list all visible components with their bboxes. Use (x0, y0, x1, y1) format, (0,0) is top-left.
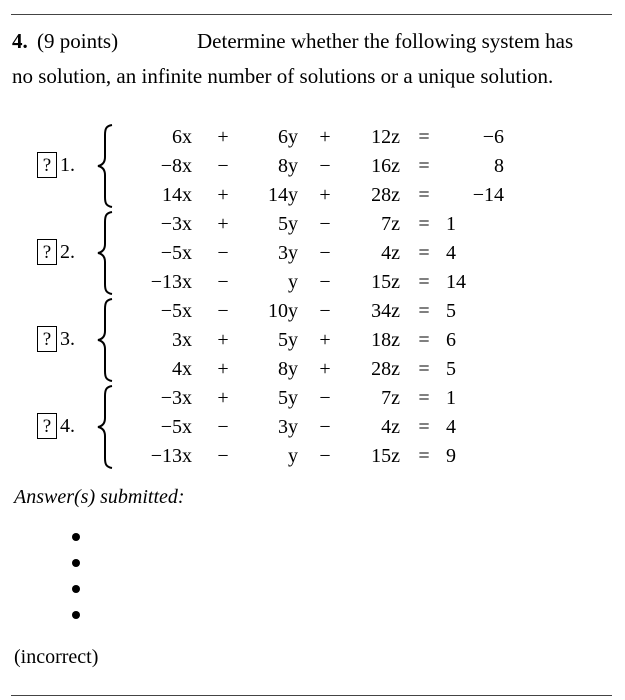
rhs-value: 8 (494, 155, 504, 177)
equals-sign: = (418, 358, 430, 380)
z-term: 4z (381, 242, 400, 264)
question-header (12, 24, 614, 88)
equation-row (0, 210, 625, 239)
y-term: y (288, 445, 298, 467)
equals-sign: = (418, 445, 430, 467)
x-term: −8x (160, 155, 192, 177)
y-term: 8y (278, 155, 298, 177)
equals-sign: = (418, 126, 430, 148)
rhs-value: 6 (446, 329, 456, 351)
answer-box-2[interactable]: ? (37, 239, 57, 265)
y-term: 5y (278, 387, 298, 409)
problem-label-2: 2. (60, 241, 75, 263)
operator: − (319, 155, 331, 177)
equation-row (0, 442, 625, 471)
rhs-value: 1 (446, 387, 456, 409)
operator: + (217, 126, 229, 148)
operator: − (217, 271, 229, 293)
equals-sign: = (418, 416, 430, 438)
equals-sign: = (418, 213, 430, 235)
y-term: 3y (278, 416, 298, 438)
z-term: 7z (381, 213, 400, 235)
rhs-value: −6 (482, 126, 504, 148)
operator: + (217, 213, 229, 235)
rhs-value: 9 (446, 445, 456, 467)
z-term: 4z (381, 416, 400, 438)
operator: − (217, 155, 229, 177)
operator: − (319, 300, 331, 322)
x-term: 14x (162, 184, 192, 206)
operator: − (319, 242, 331, 264)
rhs-value: 5 (446, 358, 456, 380)
x-term: −5x (160, 300, 192, 322)
equals-sign: = (418, 184, 430, 206)
rhs-value: 4 (446, 416, 456, 438)
y-term: 8y (278, 358, 298, 380)
y-term: 5y (278, 213, 298, 235)
x-term: 4x (172, 358, 192, 380)
x-term: −3x (160, 387, 192, 409)
question-points: (9 points) (37, 29, 119, 53)
problem-4 (0, 382, 625, 468)
top-divider (11, 14, 612, 15)
answer-bullet-4 (72, 611, 80, 619)
operator: + (319, 184, 331, 206)
problem-label-3: 3. (60, 328, 75, 350)
question-statement-line1: Determine whether the following system has (197, 29, 574, 53)
x-term: −5x (160, 242, 192, 264)
operator: − (319, 213, 331, 235)
answer-bullet-2 (72, 559, 80, 567)
answers-submitted-title: Answer(s) submitted: (14, 486, 185, 508)
equals-sign: = (418, 271, 430, 293)
equation-row (0, 181, 625, 210)
equation-row (0, 152, 625, 181)
x-term: −13x (150, 271, 192, 293)
x-term: −13x (150, 445, 192, 467)
rhs-value: −14 (472, 184, 504, 206)
z-term: 16z (371, 155, 400, 177)
operator: + (319, 329, 331, 351)
operator: − (319, 387, 331, 409)
y-term: 10y (268, 300, 298, 322)
problem-label-4: 4. (60, 415, 75, 437)
bottom-divider (11, 695, 612, 696)
operator: + (319, 126, 331, 148)
x-term: −5x (160, 416, 192, 438)
operator: − (319, 445, 331, 467)
x-term: −3x (160, 213, 192, 235)
operator: + (217, 387, 229, 409)
x-term: 6x (172, 126, 192, 148)
z-term: 28z (371, 184, 400, 206)
problem-2 (0, 208, 625, 294)
question-statement-line2: no solution, an infinite number of solutions or a unique solution. (12, 64, 554, 88)
equation-row (0, 239, 625, 268)
operator: − (217, 300, 229, 322)
operator: − (217, 445, 229, 467)
z-term: 34z (371, 300, 400, 322)
y-term: y (288, 271, 298, 293)
problem-1 (0, 121, 625, 207)
rhs-value: 1 (446, 213, 456, 235)
y-term: 6y (278, 126, 298, 148)
z-term: 28z (371, 358, 400, 380)
equation-row (0, 355, 625, 384)
z-term: 12z (371, 126, 400, 148)
rhs-value: 14 (446, 271, 466, 293)
z-term: 15z (371, 271, 400, 293)
answer-bullet-3 (72, 585, 80, 593)
answer-box-3[interactable]: ? (37, 326, 57, 352)
operator: + (217, 184, 229, 206)
equals-sign: = (418, 155, 430, 177)
z-term: 7z (381, 387, 400, 409)
equation-row (0, 384, 625, 413)
operator: + (217, 329, 229, 351)
y-term: 3y (278, 242, 298, 264)
y-term: 14y (268, 184, 298, 206)
equation-row (0, 123, 625, 152)
operator: − (319, 271, 331, 293)
z-term: 15z (371, 445, 400, 467)
operator: + (319, 358, 331, 380)
operator: − (319, 416, 331, 438)
equals-sign: = (418, 242, 430, 264)
answer-box-4[interactable]: ? (37, 413, 57, 439)
operator: + (217, 358, 229, 380)
rhs-value: 5 (446, 300, 456, 322)
equals-sign: = (418, 329, 430, 351)
answer-status: (incorrect) (14, 646, 99, 668)
equation-row (0, 326, 625, 355)
answer-box-1[interactable]: ? (37, 152, 57, 178)
rhs-value: 4 (446, 242, 456, 264)
z-term: 18z (371, 329, 400, 351)
operator: − (217, 242, 229, 264)
equation-row (0, 297, 625, 326)
answer-bullet-1 (72, 533, 80, 541)
x-term: 3x (172, 329, 192, 351)
operator: − (217, 416, 229, 438)
equals-sign: = (418, 300, 430, 322)
equation-row (0, 268, 625, 297)
equals-sign: = (418, 387, 430, 409)
equation-row (0, 413, 625, 442)
problem-label-1: 1. (60, 154, 75, 176)
question-number: 4. (12, 29, 28, 53)
y-term: 5y (278, 329, 298, 351)
problem-3 (0, 295, 625, 381)
